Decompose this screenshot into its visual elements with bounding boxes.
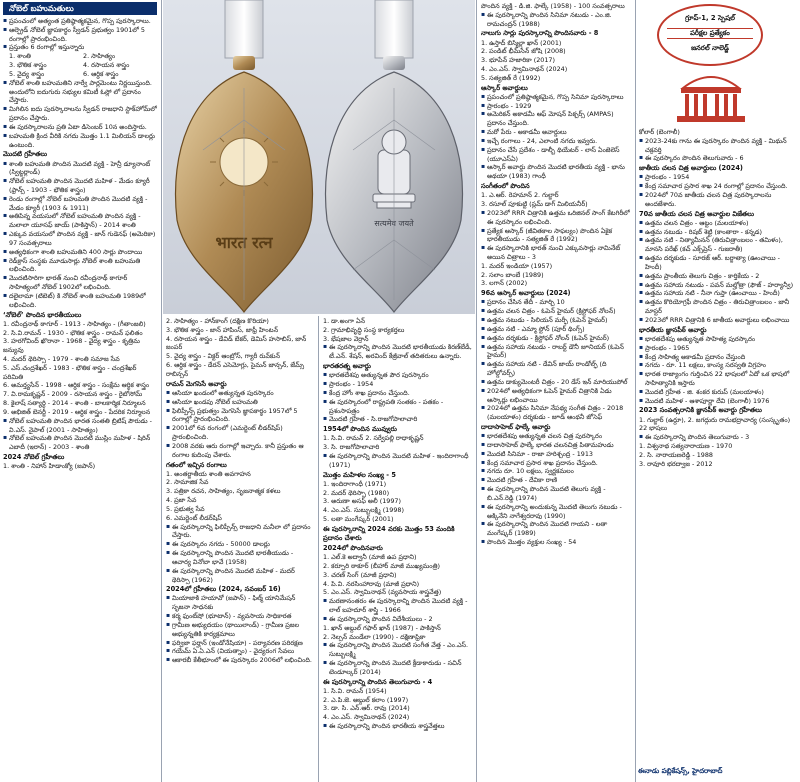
list-item: ▪ ఈ పురస్కారాన్ని పొందిన మొదటి క్రీడాకారుడు - సచిన్ టెండూల్కర్ (2014) — [323, 659, 473, 677]
list-item: ▪ ఈ పురస్కారానికి భారత్ నుంచి ఎక్కువసార్లు నామినేట్ అయిన చిత్రాలు - 3 — [481, 244, 633, 262]
list-item: ▪ ఈ పురస్కారాన్ని పొందిన సినిమా నటుడు - ఎం.జి. రామచంద్రన్ (1988) — [481, 11, 633, 29]
list-item: 2. సాహిత్యం - హాన్‌కాంగ్ (దక్షిణ కొరియా) — [166, 317, 269, 325]
list-item: ▪ అత్యధికంగా శాంతి బహుమతిని 400 సార్లు పొందాయి — [3, 248, 157, 257]
subheading: ఆస్కార్ అవార్డులు — [481, 83, 528, 92]
list-item: 3. చరణ్ సింగ్ (మాజీ ప్రధాని) — [323, 570, 397, 579]
list-item: ▪ ఉత్తమ చలన చిత్రం - ఆట్టం (మలయాళం) — [639, 219, 797, 228]
clasp-right — [383, 56, 405, 70]
list-item: ▪ నోబెల్ బహుమతి పొందిన భారత సంతతి బ్రిటిష్ పౌరుడు - వి.ఎస్. నైపాల్ (2001 - సాహిత్యం) — [3, 417, 157, 435]
list-item: ▪ ఈ పురస్కారాన్ని పొందిన మొదటి మహిళ - ఇందిరాగాంధీ (1971) — [323, 452, 473, 470]
list-item: ▪ 2023లో RRR చిత్రానికి 6 జాతీయ అవార్డులు లభించాయి — [639, 316, 797, 325]
list-item: 3. భౌతిక శాస్త్రం — [9, 61, 47, 70]
list-item: ▪ ఈ పురస్కారం నగదు - 50000 డాలర్లు — [166, 540, 314, 549]
list-item: ▪ 2001లో 6వ రంగంలో (ఎమర్జెంట్ లీడర్‌షిప్) ప్రారంభించింది. — [166, 424, 314, 442]
list-item: ▪ ఈ పురస్కారాన్ని పొందిన మొదటి గాయని - లతా మంగేష్కర్ (1989) — [481, 520, 633, 538]
column-bharat-ratna — [320, 316, 476, 782]
clasp-left — [233, 56, 255, 70]
list-item: 6. ఎమర్జెంట్ లీడర్‌షిప్ — [166, 513, 222, 522]
badge-line: గ్రూప్-1, 2 స్పెషల్ — [685, 14, 735, 22]
badge-spacer — [639, 2, 797, 128]
list-item: 4. ఎం.ఎస్. స్వామినాథన్ (2024) — [481, 65, 568, 74]
list-item: ▪ మొదటి మహిళ - ఆశాపూర్ణా దేవి (బెంగాలీ) 1976 — [639, 397, 797, 406]
list-item: ▪ ఉత్తమ సహాయ నటుడు - రాబర్ట్ డౌనీ జూనియర్ (ఓపెన్ హైమర్) — [481, 343, 633, 361]
list-item: 3. రావూరి భరద్వాజ - 2012 — [639, 459, 713, 468]
list-item: ▪ ఉత్తమ సహాయ నటి - నీనా గుప్తా (ఊంచాయి - హిందీ) — [639, 289, 797, 298]
list-item: ▪ కేంద్ర సమాచార ప్రసార శాఖ ప్రదానం చేస్తుంది. — [481, 459, 633, 468]
list-item: 4. ప్రజా సేవ — [166, 496, 197, 505]
subheading: మొదటి గ్రహీతలు — [3, 150, 48, 159]
list-item: 1. ఎల్.కె అద్వానీ (మాజీ ఉప ప్రధాని) — [323, 553, 417, 562]
list-item: ▪ భారతదేశపు అత్యున్నత పౌర పురస్కారం — [323, 371, 473, 380]
list-item: 3. భూపేన్ హజారికా (2017) — [481, 56, 555, 65]
list-item: ▪ 2008 వరకు ఆరు రంగాల్లో ఇచ్చారు. కానీ ప్రస్తుతం ఆ రంగాల కుదింపు చేశారు. — [166, 442, 314, 460]
list-item: ▪ ఉత్తమ సహాయ నటి - డేవిన్ జాయ్ రాండోల్ఫ్ (ది హోల్డోవర్స్) — [481, 360, 633, 378]
list-item: ▪ 2024లో 70వ జాతీయ చలన చిత్ర పురస్కారాలను అందజేశారు. — [639, 191, 797, 209]
list-item: ▪ మరో పేరు - అకాడమీ అవార్డులు — [481, 128, 633, 137]
list-item: 6. ఆర్థిక శాస్త్రం — [83, 69, 119, 78]
list-item: 1. అంతర్జాతీయ శాంతి అవగాహన — [166, 469, 251, 478]
list-item: ▪ బహుమతి క్రింద వీరికి నగదు మొత్తం 1.1 మిలియన్ డాలర్లు ఉంటుంది. — [3, 132, 157, 150]
subheading: 96వ ఆస్కార్ అవార్డులు (2024) — [481, 289, 571, 298]
list-item: 5. లతా మంగేష్కర్ (2001) — [323, 515, 394, 524]
list-item: ▪ అతిపిన్న వయసులో నోబెల్ బహుమతి పొందిన వ్యక్తి - మలాలా యూసఫ్ జాయ్ (పాకిస్తాన్) - 2014 శాంతి — [3, 212, 157, 230]
list-item: 7. వి.రామకృష్ణన్ - 2009 - రసాయన శాస్త్రం - రైబోసోమ్ — [3, 390, 143, 399]
list-item: ▪ ఈ పురస్కారాన్ని అందుకున్న మొదటి తెలుగు నటుడు - అక్కినేని నాగేశ్వరరావు (1990) — [481, 503, 633, 521]
list-item: ▪ 2024లో ఉత్తమ సినిమా నేపథ్య సంగీత చిత్రం - 2018 (మలయాళం) దర్శకుడు - జూడ్ ఆంథనీ జోసెఫ్ — [481, 404, 633, 422]
list-item: 3. రసూల్ పూకుట్టి (స్లమ్ డాగ్ మిలియనీర్) — [481, 200, 588, 209]
list-item: ▪ మొదటి గ్రహీత - జి. శంకర కురుప్ (మలయాళం) — [639, 388, 797, 397]
nobel-fields — [3, 52, 157, 78]
list-item: ▪ ప్రదానం చేసే ప్రదేశం - డాల్బీ థియేటర్ - లాస్ ఏంజెలెస్ (యూఎస్ఏ) — [481, 146, 633, 164]
subheading: భారతీయ జ్ఞానపీఠ్ అవార్డు — [639, 325, 707, 334]
list-item: 2. సాహిత్యం — [83, 52, 116, 61]
list-item: ▪ ఆసియా ఖండపు నోబెల్ బహుమతి — [166, 398, 314, 407]
badge-line: జనరల్ నాలెడ్జ్ — [691, 44, 729, 52]
list-item: 9. అభిజిత్ బెనర్జీ - 2019 - ఆర్థిక శాస్త్రం - పేదరిక నిర్మూలన — [3, 407, 151, 416]
list-item: పొందిన వ్యక్తి - డి.జి. ఫాల్కే (1958) - 100 సంవత్సరాలు — [481, 2, 625, 10]
list-item: ▪ ఈ పురస్కారాలను ప్రతి ఏటా డిసెంబర్ 10న అందిస్తారు. — [3, 123, 157, 132]
list-item: 2. సి.వి.రామన్ - 1930 - భౌతిక శాస్త్రం - రామన్ ఫలితం — [3, 328, 143, 337]
list-item: ▪ మొదటిసారిగా భారత్ నుంచి రవీంద్రనాథ్ ఠాగూర్ సాహిత్యంలో నోబెల్ 1902లో లభించింది. — [3, 274, 157, 292]
list-item: ▪ ఉత్తమ దర్శకుడు - సూరజ్ ఆర్. బర్జాత్యా (ఊంచాయి - హిందీ) — [639, 254, 797, 272]
list-item: ▪ ప్రదానం చేసిన తేదీ - మార్చి 10 — [481, 298, 633, 307]
column-oscar-phalke — [478, 0, 636, 782]
subheading: జాతీయ చలన చిత్ర అవార్డులు (2024) — [639, 164, 743, 173]
list-item: ▪ ప్రపంచంలో అత్యంత ప్రతిష్ఠాత్మకమైన, గొప్ప పురస్కారాలు. — [3, 17, 157, 26]
list-item: ▪ ఉత్తమ దర్శకుడు - క్రిస్టోఫర్ నోలన్ (ఓపెన్ హైమర్) — [481, 334, 633, 343]
subheading: గతంలో ఇచ్చిన రంగాలు — [166, 460, 227, 469]
column-national-awards — [636, 0, 800, 782]
subheading: మొత్తం మహిళల సంఖ్య - 5 — [323, 470, 396, 479]
subheading: సంగీతంలో పొందిన — [481, 182, 530, 191]
list-item: ▪ ఉత్తమ చలన చిత్రం - ఓపెన్ హైమర్ (క్రిస్టోఫర్ నోలన్) — [481, 307, 633, 316]
list-item: 3. హరగోవింద్ ఖొరానా - 1968 - వైద్య శాస్త్రం - కృత్రిమ జన్యువు — [3, 337, 140, 355]
list-item: ▪ ప్రత్యేక ఆస్కార్ (జీవితకాల సాఫల్యం) పొందిన ఏకైక భారతీయుడు - సత్యజిత్ రే (1992) — [481, 227, 633, 245]
list-item: ▪ నోబెల్ బహుమతి పొందిన మొదటి మహిళ - మేడం క్యూరీ (ఫ్రాన్స్ - 1903 - భౌతిక శాస్త్రం) — [3, 177, 157, 195]
list-item: 1. గుల్జార్ (ఉర్దూ), 2. జగద్గురు రామభద్రాచార్య (సంస్కృతం) 22 భాషలు — [639, 415, 791, 433]
list-item: 1. ఇందిరాగాంధీ (1971) — [323, 479, 387, 488]
list-item: 3. డా. సి. ఎన్.ఆర్. రావు (2014) — [323, 704, 410, 713]
bharat-ratna-medal-image — [163, 0, 475, 314]
list-item: ▪ గయేమ్ ఏ.ఏ.ఎన్ (వియత్నాం) - వైద్యరంగ సేవలు — [166, 647, 314, 656]
list-item: 2. పండిట్ భీమ్‌సేన్ జోషి (2008) — [481, 47, 566, 56]
list-item: ▪ నోబెల్ బహుమతి పొందిన మొదటి ముస్లిం మహిళ - షిరిన్ ఎబాదీ (ఇరాన్) - 2003 - శాంతి — [3, 434, 157, 452]
list-item: 3. భేషజాల వెర్రాన్ — [323, 334, 369, 343]
list-item: ▪ ఈ పురస్కారాన్ని పొందిన మొదటి భారతీయుడు - ఆచార్య వినోబా భావే (1958) — [166, 549, 314, 567]
column-divider — [161, 0, 162, 782]
list-item: ▪ ప్రారంభం - 1954 — [323, 380, 473, 389]
list-item: 2. సలాం బాంబే (1989) — [481, 270, 544, 279]
list-item: 2. గ్రామాభివృద్ధి సంస్థ కార్యకర్తలు — [323, 325, 405, 334]
list-item: 5. వైద్య శాస్త్రం — [9, 69, 45, 78]
list-item: ▪ నగదు రూ. 10 లక్షలు, స్వర్ణకమలం — [481, 467, 633, 476]
section-title: నోబెల్ బహుమతులు — [9, 3, 74, 13]
list-item: 1. ఉస్తాద్ బిస్మిల్లా ఖాన్ (2001) — [481, 38, 562, 47]
column-nobel — [0, 0, 160, 782]
list-item: ▪ ఉత్తమ నటుడు - సిలియన్ మర్ఫీ (ఓపెన్ హైమర్) — [481, 316, 633, 325]
list-item: ▪ ఉత్తమ డాక్యుమెంటరీ చిత్రం - 20 డేస్ ఇన్ మారియుపోల్ — [481, 378, 633, 387]
indian-nobel-list — [3, 320, 157, 417]
list-item: ▪ ప్రస్తుతం 6 రంగాల్లో ఇస్తున్నారు — [3, 43, 157, 52]
list-item: 6. అమర్త్యసేన్ - 1998 - ఆర్థిక శాస్త్రం - సంక్షేమ ఆర్థిక శాస్త్రం — [3, 381, 150, 390]
ribbon-left — [225, 0, 263, 58]
column-magsaysay — [163, 316, 317, 782]
list-item: ▪ ఉత్తమ నటి - నిత్యామీనన్ (తిరుచిత్రాంబలం - తమిళం), మానసి పరేఖ్ (కచ్ ఎక్స్‌ప్రెస్ - గుజరాతీ) — [639, 236, 797, 254]
list-item: 2. మదర్ థెరిస్సా (1980) — [323, 488, 390, 497]
list-item: 1. ఎ.ఆర్. రెహమాన్ 2. గుల్జార్ — [481, 191, 559, 200]
subheading: 2024లో పొందినవారు — [323, 544, 383, 553]
list-item: 3. భౌతిక శాస్త్రం - జాన్ హాపింస్, జాఫ్రీ హింటన్ — [166, 325, 279, 334]
list-item: ▪ ఆకారబీ కేతీభూంలో ఈ పురస్కారం 2006లో లభించింది. — [166, 656, 314, 665]
list-item: ▪ దలైలామా (టిబెట్) కి నోబెల్ శాంతి బహుమతి 1989లో లభించింది. — [3, 292, 157, 310]
list-item: ▪ అమెరికన్ అకాడమీ ఆఫ్ మోషన్ పిక్చర్స్ (AMPAS) ప్రదానం చేస్తుంది. — [481, 110, 633, 128]
list-item: ▪ 2023-24కు గాను ఈ పురస్కారం పొందిన వ్యక్తి - మిథున్ చక్రవర్తి — [639, 137, 797, 155]
list-item: ▪ ప్రపంచంలో ప్రతిష్ఠాత్మకమైన, గొప్ప సినిమా పురస్కారాలు — [481, 93, 633, 102]
list-item: 5. సత్యజిత్ రే (1992) — [481, 73, 541, 82]
list-item: 2. కర్పూరి ఠాకూర్ (బీహార్ మాజీ ముఖ్యమంత్రి) — [323, 561, 441, 570]
list-item: ▪ కర్మ ఫుంట్‌షో (భూటాన్) - వ్యవసాయ సాధికారత — [166, 612, 314, 621]
column-divider — [318, 316, 319, 782]
section-title-bar — [3, 2, 157, 15]
list-item: 1. శాంతి — [9, 52, 31, 61]
list-item: ▪ శాంతి బహుమతి పొందిన మొదటి వ్యక్తి - హెన్రీ డ్యూనాంట్ (స్విట్జర్లాండ్) — [3, 160, 157, 178]
list-item: ▪ భారత రాజ్యాంగం గుర్తించిన 22 భాషలలో ఏదో ఒక భాషలో సాహిత్యానికి ఇస్తారు — [639, 370, 797, 388]
parliament-building-icon — [673, 66, 749, 124]
list-item: ▪ ఆసియా ఖండంలో అత్యున్నత పురస్కారం — [166, 389, 314, 398]
list-item: ▪ మరణానంతరం ఈ పురస్కారాన్ని పొందిన మొదటి వ్యక్తి - లాల్ బహదూర్ శాస్త్రి - 1966 — [323, 597, 473, 615]
subheading: దాదాసాహెబ్ ఫాల్కే అవార్డు — [481, 422, 551, 431]
list-item: ▪ ఇచ్చే రంగాలు - 24, ఎలాంటి నగదు ఇవ్వరు. — [481, 137, 633, 146]
list-item: ▪ నగదు - రూ. 11 లక్షలు, కాంస్య సరస్వతి విగ్రహం — [639, 361, 797, 370]
list-item: 1. డా.అంగా ఏన్ — [323, 317, 365, 325]
list-item: 5. వైద్య శాస్త్రం - విక్టర్ ఆంబ్రోస్, గ్యారీ రువ్‌కున్ — [166, 352, 280, 361]
list-item: 1. రవీంద్రనాథ్ ఠాగూర్ - 1913 - సాహిత్యం - (గీతాంజలి) — [3, 319, 146, 328]
list-item: ▪ గ్రామీణ అభ్యుదయం (థాయిలాండ్) - గ్రామీణ ప్రజల అభ్యున్నతికి కార్యక్రమాలు — [166, 621, 314, 639]
list-item: ▪ రెడ్‌క్రాస్ సంస్థకు మూడుసార్లు నోబెల్ శాంతి బహుమతి లభించింది. — [3, 257, 157, 275]
list-item: ▪ ఈ పురస్కారాన్ని పొందిన తెలుగువారు - 3 — [639, 433, 797, 442]
subheading: ఈ పురస్కారాన్ని పొందిన తెలుగువారు - 4 — [323, 677, 433, 686]
list-item: 1. సి.వి. రామన్ 2. సర్వేపల్లి రాధాకృష్ణన్ — [323, 434, 424, 443]
subheading: 2023 సంవత్సరానికి జ్ఞానపీఠ్ అవార్డు గ్రహీతలు — [639, 406, 762, 415]
list-item: ▪ ఉత్తమ నటుడు - రిషబ్ శెట్టి (కాంతారా - కన్నడ) — [639, 228, 797, 237]
list-item: 8. కైలాష్ సత్యార్థి - 2014 - శాంతి - బాలకార్మిక నిర్మూలన — [3, 399, 146, 408]
subheading: 2024 నోబెల్ గ్రహీతలు — [3, 453, 65, 462]
list-item: ▪ పొందిన మొత్తం వ్యక్తుల సంఖ్య - 54 — [481, 538, 633, 547]
first-winners — [3, 160, 157, 310]
list-item: 5. ప్రభుత్వ సేవ — [166, 504, 205, 513]
list-item: ▪ మిగిలిన ఐదు పురస్కారాలను స్వీడన్ రాజధాని స్టాక్‌హోమ్‌లో ప్రదానం చేస్తారు. — [3, 105, 157, 123]
list-item: ▪ ఆల్ఫ్రెడ్ నోబెల్ జ్ఞాపకార్థం స్వీడన్ ప్రభుత్వం 1901లో 5 రంగాల్లో ప్రారంభించింది. — [3, 26, 157, 44]
list-item: ▪ ఉత్తమ కొరియోగ్రఫీ పొందిన చిత్రం - తిరుచిత్రాంబలం - జానీ మాస్టర్ — [639, 298, 797, 316]
list-item: 2. నెల్సన్ మండేలా (1990) - దక్షిణాఫ్రికా — [323, 632, 426, 641]
list-item: ▪ ఎక్కువ వయసులో పొందిన వ్యక్తి - జాన్ గుడెనఫ్ (అమెరికా) 97 సంవత్సరాలు — [3, 230, 157, 248]
list-item: ▪ మొదటి గ్రహీత - సి.రాజగోపాలాచారి — [323, 415, 473, 424]
list-item: ▪ 2023లో RRR చిత్రానికి ఉత్తమ ఒరిజినల్ సాంగ్ కేటగిరీలో ఈ పురస్కారం లభించింది. — [481, 209, 633, 227]
list-item: ▪ ఉత్తమ ప్రాంతీయ తెలుగు చిత్రం - కార్తికేయ - 2 — [639, 272, 797, 281]
list-item: ▪ మొదటి సినిమా - రాజా హరిశ్చంద్ర - 1913 — [481, 450, 633, 459]
list-item: 4. రసాయన శాస్త్రం — [83, 61, 130, 70]
list-item: 1. విశ్వనాథ సత్యనారాయణ - 1970 — [639, 442, 733, 451]
list-item: ▪ ఉత్తమ సహాయ నటుడు - పవన్ మల్హోత్రా (ఫౌజ్ - హర్యాన్వీ) — [639, 281, 797, 290]
subheading: 70వ జాతీయ చలన చిత్ర అవార్డుల విజేతలు — [639, 209, 755, 218]
subheading: 2024లో గ్రహీతలు (2024, నవంబర్ 16) — [166, 585, 281, 594]
list-item: ▪ ఈ పురస్కారాన్ని పొందిన మొదటి తెలుగు వ్యక్తి - బి.ఎన్.రెడ్డి (1974) — [481, 485, 633, 503]
list-item: 1. మదర్ ఇండియా (1957) — [481, 261, 553, 270]
list-item: ▪ ఈ పురస్కారం పొందిన తెలుగువారు - 6 — [639, 154, 797, 163]
column-divider — [476, 0, 477, 782]
list-item: ▪ నోబెల్ శాంతి బహుమతిని నార్వే పార్లమెంటు నిర్ణయిస్తుంది. అందులోని ఐదుగురు సభ్యుల కమిటీ ఓస్లో లో ప్రదానం చేస్తారు. — [3, 79, 157, 105]
list-item: ▪ ఉత్తమ నటి - ఎమ్మా స్టోన్ (పూర్ థింగ్స్) — [481, 325, 633, 334]
list-item: ▪ 2024లో అత్యధికంగా ఓపెన్ హైమర్ చిత్రానికి ఏడు ఆస్కార్లు లభించాయి — [481, 387, 633, 405]
list-item: 3. సి. రాజగోపాలాచారి — [323, 443, 380, 452]
list-item: ▪ మియాజాకి హయావో (జపాన్) - ఫిల్మ్ యానిమేషన్ సృజనా సాధనకు — [166, 594, 314, 612]
medal-illustration — [163, 0, 475, 314]
list-item: ▪ ప్రారంభం - 1965 — [639, 344, 797, 353]
list-item: 5. ఎస్.చంద్రశేఖర్ - 1983 - భౌతిక శాస్త్రం - చంద్రశేఖర్ పరిమితి — [3, 363, 137, 381]
subheading: ‘నోబెల్’ పొందిన భారతీయులు — [3, 310, 82, 319]
list-item: ▪ ఈ పురస్కారాన్ని పొందిన విదేశీయులు - 2 — [323, 615, 473, 624]
subheading: రామన్ మెగసెసే అవార్డు — [166, 379, 227, 388]
ribbon-right — [375, 0, 413, 58]
nobel-intro — [3, 17, 157, 52]
subheading: 1954లో పొందిన మువ్వురు — [323, 425, 397, 434]
list-item: 6. ఆర్థిక శాస్త్రం - డేరన్ ఎసెమోగ్లు, సైమన్ జాన్సన్, జేమ్స్ రాబిన్సన్ — [166, 361, 305, 378]
list-item: 3. లగాన్ (2002) — [481, 279, 528, 288]
list-item: 2. సి. నారాయణరెడ్డి - 1988 — [639, 450, 713, 459]
list-item: ▪ రెండు రంగాల్లో నోబెల్ బహుమతి పొందిన మొదటి వ్యక్తి - మేడం క్యూరీ (1903 & 1911) — [3, 195, 157, 213]
list-item: 3. అరుణా అసఫ్ అలీ (1997) — [323, 497, 401, 506]
list-item: ▪ ఈ పురస్కారంలో రాష్ట్రపతి సంతకం - పతకం - ప్రశంసాపత్రం — [323, 398, 473, 416]
list-item: ▪ ఈ పురస్కారాన్ని పొందిన మొదటి భారతీయుడు కిరణ్‌బేడీ, టీ.ఎన్. శేషన్, అరవింద్ కేజ్రీవాల్ తదితరులు ఉన్నారు. — [323, 343, 473, 361]
list-item: ▪ ఈ పురస్కారాన్ని పొందిన మొదటి సంగీత వేత్త - ఎం.ఎస్. సుబ్బులక్ష్మి — [323, 641, 473, 659]
list-item: ▪ ఈ పురస్కారాన్ని పొందిన భారతీయ శాస్త్రవేత్తలు — [323, 722, 473, 731]
list-item: ▪ మొదటి గ్రహీత - దేవికా రాణి — [481, 476, 633, 485]
list-item: ▪ కేంద్ర సాహిత్య అకాడమీ ప్రదానం చేస్తుంది — [639, 353, 797, 362]
list-item: 4. ఎం.ఎస్. స్వామినాథన్ (2024) — [323, 713, 410, 722]
list-item: 1. సి.వి. రామన్ (1954) — [323, 686, 387, 695]
list-item: ▪ ప్రారంభం - 1929 — [481, 102, 633, 111]
list-item: ▪ భారతదేశపు అత్యున్నత సాహిత్య పురస్కారం — [639, 335, 797, 344]
list-item: ▪ ప్రారంభం - 1954 — [639, 173, 797, 182]
subheading: ఈ పురస్కారాన్ని 2024 వరకు మొత్తం 53 మందికి ప్రదానం చేశారు — [323, 524, 455, 542]
list-item: ▪ భారతదేశపు అత్యున్నత చలన చిత్ర పురస్కారం — [481, 432, 633, 441]
list-item: ▪ ఫిలిప్పీన్స్ ప్రభుత్వం మెగసెసే జ్ఞాపకార్థం 1957లో 5 రంగాల్లో ప్రారంభించింది. — [166, 407, 314, 425]
nobel-more — [3, 79, 157, 150]
publisher-footer: ఈనాడు పబ్లికేషన్స్, హైదరాబాద్ — [638, 767, 723, 775]
list-item: 1. ఖాన్ అబ్దుల్ గఫార్ ఖాన్ (1987) - పాకిస్తాన్ — [323, 623, 441, 632]
list-item: ▪ కేంద్ర హోం శాఖ ప్రదానం చేస్తుంది. — [323, 389, 473, 398]
list-item: 3. పత్రికా రచన, సాహిత్యం, సృజనాత్మక కళలు — [166, 487, 281, 496]
list-item: ▪ ఈ పురస్కారాన్ని పొందిన మొదటి మహిళ - మదర్ థెరిస్సా (1962) — [166, 567, 314, 585]
list-item: 2. ఎ.పి.జె. అబ్దుల్ కలాం (1997) — [323, 695, 409, 704]
list-item: 1. శాంతి - నిహాన్ హిడాంక్యో (జపాన్) — [3, 462, 96, 471]
list-item: 2. సామాజిక సేవ — [166, 478, 209, 487]
subheading: భారతరత్న అవార్డు — [323, 362, 371, 371]
list-item: 4. పి.వి. నరసింహారావు (మాజీ ప్రధాని) — [323, 579, 420, 588]
list-item: ▪ ఈ పురస్కారాన్ని ఫిలిప్పీన్స్ రాజధాని మనీలా లో ప్రదానం చేస్తారు. — [166, 523, 314, 541]
medal-inscription: भारत रत्न — [215, 233, 273, 252]
list-item: ▪ ఫర్విజా ఫర్హాన్ (ఇండోనేషియా) - పర్యావరణ పరిరక్షణ — [166, 639, 314, 648]
list-item: 4. రసాయన శాస్త్రం - డేవిడ్ బేకర్, డెమిస్ హసాబిస్, జాన్ జంపర్ — [166, 334, 307, 352]
badge-line: పరీక్షల ప్రత్యేకం — [667, 28, 753, 39]
list-item: 4. మదర్ థెరిస్సా - 1979 - శాంతి సమాజ సేవ — [3, 355, 120, 363]
list-item: ▪ కేంద్ర సమాచార ప్రసార శాఖ 24 రంగాల్లో ప్రదానం చేస్తుంది. — [639, 182, 797, 191]
list-item: 5. ఎం.ఎస్. స్వామినాథన్ (వ్యవసాయ శాస్త్రవేత్త) — [323, 588, 442, 597]
emblem-motto: सत्यमेव जयते — [374, 219, 414, 228]
list-item: ▪ ఆస్కార్ అవార్డు పొందిన మొదటి భారతీయ వ్యక్తి - భాను అథయా (1983) గాంధీ — [481, 163, 633, 181]
subheading: నాలుగు సార్లు పురస్కారాన్ని పొందినవారు - 8 — [481, 29, 599, 38]
list-item: ▪ దాదాసాహెబ్ ఫాల్కే భారత చలనచిత్ర పితామహుడు — [481, 441, 633, 450]
list-item: కోలార్ (బెంగాలీ) — [639, 128, 680, 136]
list-item: 4. ఎం.ఎస్. సుబ్బులక్ష్మి (1998) — [323, 506, 404, 515]
